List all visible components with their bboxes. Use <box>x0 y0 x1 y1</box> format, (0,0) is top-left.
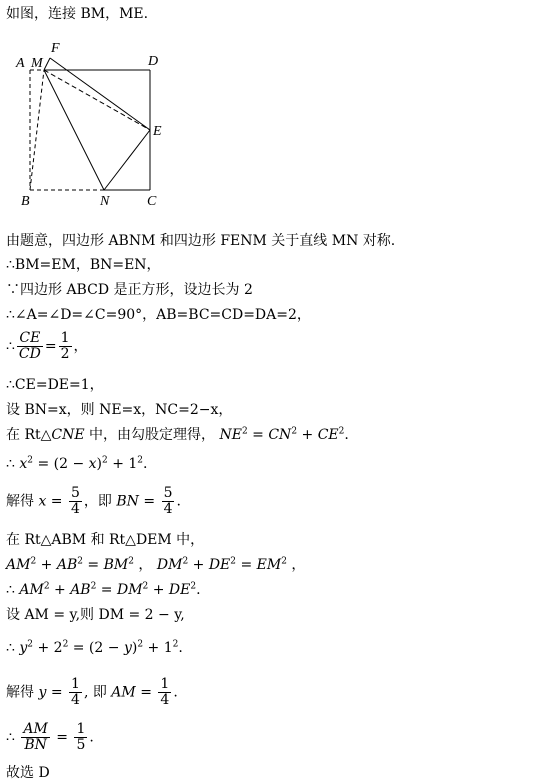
line-20: 故选 D <box>6 765 50 781</box>
label-a: A <box>16 56 25 71</box>
label-b: B <box>21 194 30 209</box>
label-d: D <box>148 54 159 69</box>
segment-me <box>44 70 150 130</box>
line-3: ∴BM=EM，BN=EN， <box>6 257 161 273</box>
segment-mn <box>44 70 104 190</box>
fraction-one-fifth: $\frac{1}{5}$ <box>76 721 86 753</box>
fraction-one-fourth-b: $\frac{1}{4}$ <box>160 676 170 708</box>
segment-ne <box>104 130 150 190</box>
line-14: $AM^2 + AB^2 = BM^2$ ， $DM^2 + DE^2 = EM^2$ ， <box>6 556 306 573</box>
label-n: N <box>100 194 110 209</box>
line-11: 解得 x = $\frac{5}{4}$ ，即 BN = $\frac{5}{4}$ . <box>6 485 181 517</box>
line-13: 在 Rt△ABM 和 Rt△DEM 中， <box>6 532 205 548</box>
segment-bm <box>30 70 44 190</box>
label-e: E <box>153 124 162 139</box>
line-4: ∵四边形 ABCD 是正方形，设边长为 2 <box>6 282 253 298</box>
line-8: 设 BN=x，则 NE=x，NC=2−x， <box>6 402 233 418</box>
label-m: M <box>31 56 43 71</box>
line-7: ∴CE=DE=1， <box>6 377 104 393</box>
line-1: 如图，连接 BM，ME. <box>6 6 149 22</box>
line-2: 由题意，四边形 ABNM 和四边形 FENM 关于直线 MN 对称. <box>6 233 396 249</box>
line-15: ∴ $AM^2 + AB^2 = DM^2 + DE^2$. <box>6 581 201 598</box>
segment-fm <box>44 58 50 70</box>
fraction-five-fourths-a: $\frac{5}{4}$ <box>71 485 80 517</box>
segment-ef <box>50 58 150 130</box>
line-19: ∴ $\frac{AM}{BN}$ = $\frac{1}{5}$ . <box>6 721 94 753</box>
line-18: 解得 y = $\frac{1}{4}$ , 即 AM = $\frac{1}{4}$ . <box>6 676 178 708</box>
fraction-one-half: $\frac{1}{2}$ <box>60 330 70 362</box>
fraction-am-bn: $\frac{AM}{BN}$ <box>23 721 48 753</box>
fraction-five-fourths-b: $\frac{5}{4}$ <box>163 485 173 517</box>
line-9: 在 Rt△CNE 中，由勾股定理得， $NE^2 = CN^2 + CE^2$. <box>6 426 349 443</box>
label-c: C <box>147 194 157 209</box>
line-6: ∴ $\frac{CE}{CD}$ = $\frac{1}{2}$ ， <box>6 330 88 362</box>
line-5: ∴∠A=∠D=∠C=90°，AB=BC=CD=DA=2， <box>6 307 311 323</box>
line-10: ∴ $x^2 = (2 - x)^2 + 1^2$. <box>6 455 148 472</box>
label-f: F <box>51 41 60 56</box>
fraction-one-fourth-a: $\frac{1}{4}$ <box>71 676 80 708</box>
geometry-figure <box>0 38 200 213</box>
line-16: 设 AM = y,则 DM = 2 − y, <box>6 607 185 623</box>
line-17: ∴ $y^2 + 2^2 = (2 - y)^2 + 1^2$. <box>6 639 183 656</box>
fraction-ce-cd: $\frac{CE}{CD}$ <box>18 330 41 362</box>
